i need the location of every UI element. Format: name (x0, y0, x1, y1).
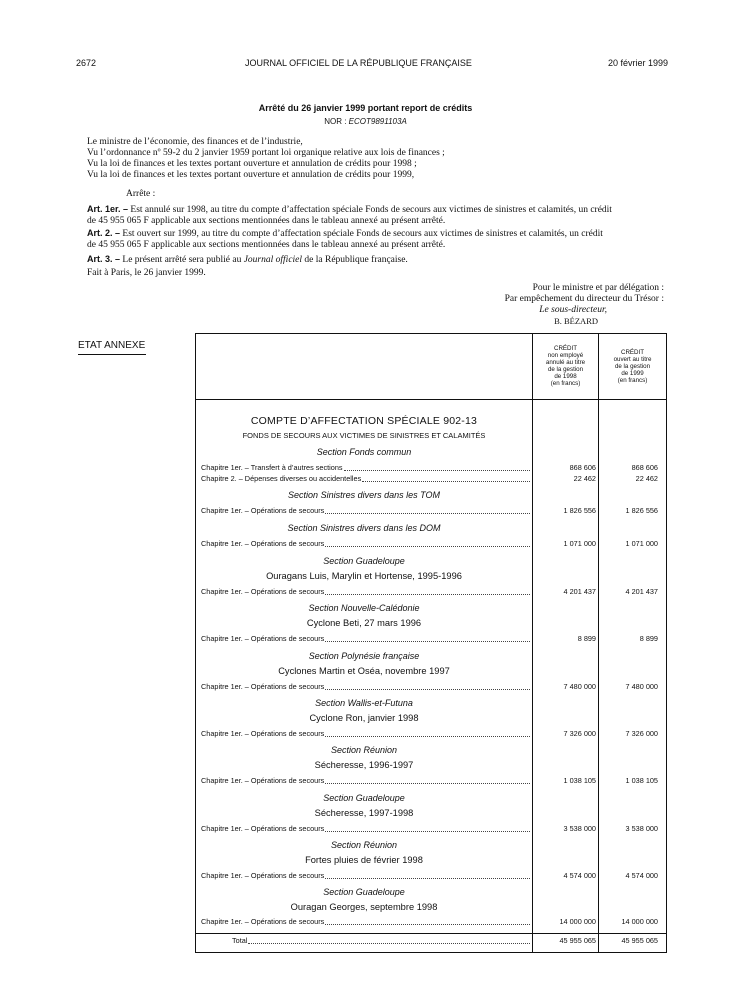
article-text: Est annulé sur 1998, au titre du compte d’affectation spéciale Fonds de secours aux victimes de sinistres et calamités, un crédit (130, 205, 612, 215)
nor-value: ECOT9891103A (348, 117, 407, 126)
credit-1998: 1 071 000 (563, 539, 596, 548)
signature-block (430, 283, 664, 327)
section-heading: Section Sinistres divers dans les TOM (288, 490, 440, 500)
dot-leader (344, 470, 530, 471)
annex-label: ETAT ANNEXE (78, 340, 146, 351)
total-divider (196, 933, 666, 934)
table-row (196, 587, 666, 597)
credit-1998: 868 606 (569, 463, 596, 472)
table-row (196, 824, 666, 834)
account-title: COMPTE D’AFFECTATION SPÉCIALE 902-13 (250, 415, 478, 427)
section-subheading: Cyclone Beti, 27 mars 1996 (306, 618, 422, 628)
credit-1999: 3 538 000 (625, 824, 658, 833)
article-text: Est ouvert sur 1999, au titre du compte d’affectation spéciale Fonds de secours aux victimes de sinistres et calamités, un crédit (122, 229, 603, 239)
credit-1998: 8 899 (577, 634, 596, 643)
total-label: Total (232, 936, 248, 945)
credit-1999: 8 899 (639, 634, 658, 643)
header-line: CRÉDIT (620, 349, 645, 356)
table-row (196, 539, 666, 549)
preamble-line: Vu la loi de finances et les textes portant ouverture et annulation de crédits pour 1999, (87, 170, 415, 180)
issue-date: 20 février 1999 (608, 58, 669, 68)
annex-table (195, 333, 667, 953)
credit-1999: 868 606 (631, 463, 658, 472)
credit-1999: 7 480 000 (625, 682, 658, 691)
section-subheading: Ouragan Georges, septembre 1998 (290, 902, 438, 912)
dot-leader (325, 736, 530, 737)
column-header-1999 (599, 349, 666, 384)
header-divider (196, 399, 666, 400)
table-row (196, 917, 666, 927)
credit-1999: 22 462 (635, 474, 658, 483)
section-subheading: Ouragans Luis, Marylin et Hortense, 1995-1996 (266, 571, 462, 581)
header-line: annulé au titre (545, 359, 586, 366)
section-subheading: Sécheresse, 1997-1998 (314, 808, 414, 818)
credit-1999: 14 000 000 (621, 917, 658, 926)
article-text: de la République française. (302, 255, 408, 265)
credit-1999: 1 071 000 (625, 539, 658, 548)
row-label: Chapitre 1er. – Transfert à d’autres sections (201, 463, 343, 472)
nor-reference (0, 117, 731, 126)
row-label: Chapitre 1er. – Opérations de secours (201, 871, 325, 880)
table-row (196, 463, 666, 473)
dot-leader (325, 924, 530, 925)
section-heading: Section Guadeloupe (323, 793, 405, 803)
table-row (196, 729, 666, 739)
signature-line: Par empêchement du directeur du Trésor : (504, 294, 664, 304)
header-line: de 1999 (621, 370, 644, 377)
row-label: Chapitre 1er. – Opérations de secours (201, 539, 325, 548)
arrete-label: Arrête : (126, 189, 156, 199)
section-heading: Section Réunion (330, 745, 398, 755)
table-row (196, 474, 666, 484)
article-text: de 45 955 065 F applicable aux sections mentionnées dans le tableau annexé au présent arrêté. (87, 240, 446, 250)
credit-1999: 4 201 437 (625, 587, 658, 596)
table-row (196, 871, 666, 881)
column-header-1998 (533, 345, 598, 387)
preamble (87, 137, 445, 181)
section-heading: Section Fonds commun (316, 447, 412, 457)
credit-1998: 4 574 000 (563, 871, 596, 880)
article-label: Art. 1er. – (87, 204, 129, 214)
table-row (196, 682, 666, 692)
table-row (196, 506, 666, 516)
section-heading: Section Sinistres divers dans les DOM (287, 523, 441, 533)
credit-1999: 1 826 556 (625, 506, 658, 515)
dot-leader (325, 878, 530, 879)
section-subheading: Cyclones Martin et Oséa, novembre 1997 (278, 666, 450, 676)
article-text: Le présent arrêté sera publié au (122, 255, 244, 265)
preamble-line: Le ministre de l’économie, des finances et de l’industrie, (87, 137, 303, 147)
dot-leader (325, 783, 530, 784)
credit-1998: 1 038 105 (563, 776, 596, 785)
signature-line: Pour le ministre et par délégation : (532, 283, 664, 293)
signature-line: Le sous-directeur, (539, 305, 607, 315)
section-heading: Section Wallis-et-Futuna (315, 698, 413, 708)
section-heading: Section Polynésie française (308, 651, 420, 661)
credit-1998: 1 826 556 (563, 506, 596, 515)
header-line: de 1998 (554, 373, 577, 380)
credit-1998: 4 201 437 (563, 587, 596, 596)
table-row (196, 776, 666, 786)
row-label: Chapitre 1er. – Opérations de secours (201, 824, 325, 833)
article-text: de 45 955 065 F applicable aux sections mentionnées dans le tableau annexé au présent arrêté. (87, 216, 446, 226)
done-at: Fait à Paris, le 26 janvier 1999. (87, 268, 206, 278)
article-3 (87, 254, 667, 266)
row-label: Chapitre 2. – Dépenses diverses ou accidentelles (201, 474, 362, 483)
section-heading: Section Nouvelle-Calédonie (308, 603, 420, 613)
article-label: Art. 3. – (87, 254, 121, 264)
annex-underline (78, 354, 146, 355)
row-label: Chapitre 1er. – Opérations de secours (201, 587, 325, 596)
preamble-line: Vu la loi de finances et les textes portant ouverture et annulation de crédits pour 1998 ; (87, 159, 417, 169)
credit-1998: 14 000 000 (559, 917, 596, 926)
account-subtitle: FONDS DE SECOURS AUX VICTIMES DE SINISTRES ET CALAMITÉS (242, 431, 486, 440)
journal-title: JOURNAL OFFICIEL DE LA RÉPUBLIQUE FRANÇAISE (245, 58, 472, 68)
header-line: (en francs) (550, 380, 581, 387)
dot-leader (325, 689, 530, 690)
total-row (196, 936, 666, 946)
dot-leader (325, 831, 530, 832)
article-label: Art. 2. – (87, 228, 121, 238)
dot-leader (248, 943, 530, 944)
section-heading: Section Guadeloupe (323, 887, 405, 897)
header-line: de la gestion (547, 366, 584, 373)
credit-1998: 7 480 000 (563, 682, 596, 691)
section-subheading: Fortes pluies de février 1998 (305, 855, 423, 865)
table-row (196, 634, 666, 644)
credit-1999: 7 326 000 (625, 729, 658, 738)
credit-1998: 7 326 000 (563, 729, 596, 738)
credit-1999: 1 038 105 (625, 776, 658, 785)
dot-leader (325, 546, 530, 547)
row-label: Chapitre 1er. – Opérations de secours (201, 506, 325, 515)
signatory-name: B. BÉZARD (554, 316, 598, 326)
dot-leader (325, 594, 530, 595)
page-number: 2672 (76, 58, 97, 68)
credit-1998: 3 538 000 (563, 824, 596, 833)
header-line: non employé (547, 352, 584, 359)
credit-1998: 22 462 (573, 474, 596, 483)
section-subheading: Sécheresse, 1996-1997 (314, 760, 414, 770)
dot-leader (325, 641, 530, 642)
credit-1999: 4 574 000 (625, 871, 658, 880)
journal-officiel-italic: Journal officiel (243, 255, 303, 265)
preamble-line: Vu l’ordonnance nº 59-2 du 2 janvier 1959 portant loi organique relative aux lois de finances ; (87, 148, 445, 158)
section-heading: Section Réunion (330, 840, 398, 850)
article-2 (87, 228, 667, 251)
row-label: Chapitre 1er. – Opérations de secours (201, 917, 325, 926)
header-line: (en francs) (617, 377, 648, 384)
total-1999: 45 955 065 (621, 936, 658, 945)
section-subheading: Cyclone Ron, janvier 1998 (309, 713, 419, 723)
section-heading: Section Guadeloupe (323, 556, 405, 566)
header-line: CRÉDIT (553, 345, 578, 352)
dot-leader (362, 481, 530, 482)
total-1998: 45 955 065 (559, 936, 596, 945)
decree-title: Arrêté du 26 janvier 1999 portant report de crédits (258, 103, 473, 113)
row-label: Chapitre 1er. – Opérations de secours (201, 682, 325, 691)
row-label: Chapitre 1er. – Opérations de secours (201, 729, 325, 738)
row-label: Chapitre 1er. – Opérations de secours (201, 776, 325, 785)
row-label: Chapitre 1er. – Opérations de secours (201, 634, 325, 643)
article-1 (87, 204, 667, 227)
nor-label: NOR : (324, 117, 349, 126)
header-line: ouvert au titre (613, 356, 652, 363)
dot-leader (325, 513, 530, 514)
header-line: de la gestion (614, 363, 651, 370)
